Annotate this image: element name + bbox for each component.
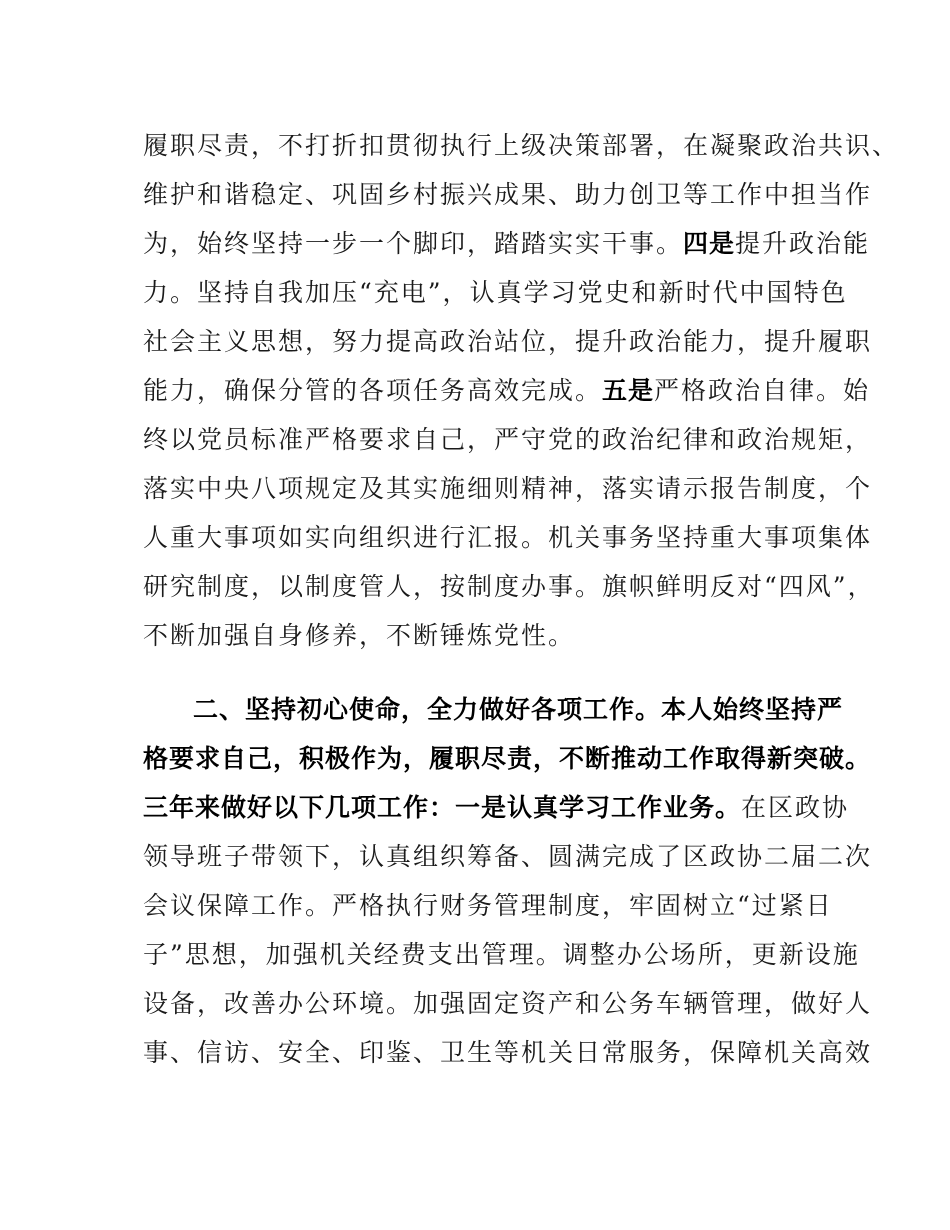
text-line — [143, 881, 833, 930]
text-line — [143, 170, 873, 219]
text-run: 设备，改善办公环境。加强固定资产和公务车辆管理，做好人 — [143, 989, 873, 1018]
bold-text-run: 二、坚持初心使命，全力做好各项工作。本人始终坚持严 — [193, 695, 844, 724]
paragraph-1 — [143, 121, 900, 660]
text-run: 能力，确保分管的各项任务高效完成。 — [143, 376, 603, 405]
text-run: 社会主义思想，努力提高政治站位，提升政治能力，提升履职 — [143, 327, 873, 356]
text-line — [143, 121, 900, 170]
text-run: 子”思想，加强机关经费支出管理。调整办公场所，更新设施 — [143, 940, 860, 969]
text-line — [143, 317, 873, 366]
text-line — [143, 783, 850, 832]
text-line — [143, 611, 823, 660]
text-run: 人重大事项如实向组织进行汇报。机关事务坚持重大事项集体 — [143, 523, 873, 552]
text-run: 事、信访、安全、印鉴、卫生等机关日常服务，保障机关高效 — [143, 1038, 873, 1067]
text-run: 不断加强自身修养，不断锤炼党性。 — [143, 621, 576, 650]
text-line — [143, 832, 873, 881]
text-run: 会议保障工作。严格执行财务管理制度，牢固树立“过紧日 — [143, 891, 833, 920]
text-run: 维护和谐稳定、巩固乡村振兴成果、助力创卫等工作中担当作 — [143, 180, 873, 209]
paragraph-2 — [143, 685, 873, 1077]
text-line — [143, 979, 873, 1028]
text-run: 履职尽责，不打折扣贯彻执行上级决策部署，在凝聚政治共识、 — [143, 131, 900, 160]
text-line — [143, 415, 873, 464]
text-run: 落实中央八项规定及其实施细则精神，落实请示报告制度，个 — [143, 474, 873, 503]
bold-text-run: 三年来做好以下几项工作：一是认真学习工作业务。 — [143, 793, 742, 822]
text-line — [143, 366, 871, 415]
text-run: 终以党员标准严格要求自己，严守党的政治纪律和政治规矩， — [143, 425, 873, 454]
text-line — [143, 685, 844, 734]
text-run: 为，始终坚持一步一个脚印，踏踏实实干事。 — [143, 229, 684, 258]
bold-text-run: 五是 — [602, 376, 655, 405]
text-line — [143, 1028, 873, 1077]
text-run: 严格政治自律。始 — [654, 376, 871, 405]
text-line — [143, 268, 848, 317]
text-run: 力。坚持自我加压“充电”，认真学习党史和新时代中国特色 — [143, 278, 848, 307]
text-run: 领导班子带领下，认真组织筹备、圆满完成了区政协二届二次 — [143, 842, 873, 871]
text-line — [143, 734, 872, 783]
bold-text-run: 格要求自己，积极作为，履职尽责，不断推动工作取得新突破。 — [143, 744, 872, 773]
text-line — [143, 562, 875, 611]
text-run: 提升政治能 — [735, 229, 871, 258]
bold-text-run: 四是 — [683, 229, 736, 258]
text-line — [143, 513, 873, 562]
text-line — [143, 219, 871, 268]
text-line — [143, 464, 873, 513]
text-line — [143, 930, 860, 979]
text-run: 研究制度，以制度管人，按制度办事。旗帜鲜明反对“四风”， — [143, 572, 875, 601]
text-run: 在区政协 — [741, 793, 850, 822]
